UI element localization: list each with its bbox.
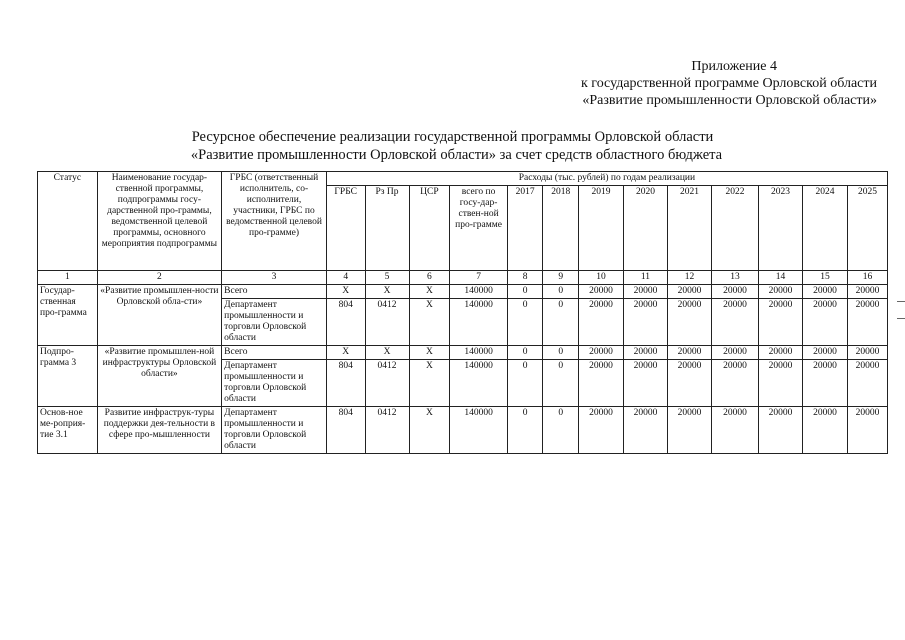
value-cell: 804 (326, 360, 365, 407)
grbs-cell: Департамент промышленности и торговли Орловской области (222, 407, 327, 454)
value-cell: 20000 (667, 407, 711, 454)
value-cell: X (409, 285, 450, 299)
title-line-2: «Развитие промышленности Орловской области» за счет средств областного бюджета (190, 147, 723, 163)
subheader-cell: всего по госу-дар-ствен-ной про-грамме (450, 186, 508, 271)
value-cell: 20000 (711, 346, 758, 360)
value-cell: 0 (507, 407, 543, 454)
value-cell: 20000 (847, 360, 887, 407)
value-cell: 0412 (365, 299, 409, 346)
grbs-cell: Департамент промышленности и торговли Орловской области (222, 299, 327, 346)
program-name-cell: «Развитие промышлен-ности Орловской обла-сти» (97, 285, 222, 346)
header-name: Наименование государ-ственной программы, подпрограммы госу-дарственной про-граммы, ведомственной целевой программы, основного мероприятия подпрограммы (97, 172, 222, 271)
value-cell: 20000 (667, 299, 711, 346)
subheader-cell: 2020 (624, 186, 668, 271)
document-title (0, 128, 905, 164)
table-row (38, 346, 888, 360)
status-cell: Государ-ственная про-грамма (38, 285, 98, 346)
column-number-cell: 2 (97, 271, 222, 285)
column-number-cell: 6 (409, 271, 450, 285)
value-cell: 20000 (579, 346, 624, 360)
value-cell: 20000 (802, 285, 847, 299)
value-cell: 804 (326, 299, 365, 346)
value-cell: 20000 (667, 346, 711, 360)
subheader-cell: 2021 (667, 186, 711, 271)
value-cell: 20000 (624, 299, 668, 346)
column-number-cell: 5 (365, 271, 409, 285)
column-number-cell: 4 (326, 271, 365, 285)
subheader-cell: ЦСР (409, 186, 450, 271)
subheader-cell: 2018 (543, 186, 579, 271)
value-cell: 0 (507, 346, 543, 360)
value-cell: 20000 (624, 285, 668, 299)
subheader-cell: 2017 (507, 186, 543, 271)
program-name-cell: Развитие инфраструк-туры поддержки дея-тельности в сфере про-мышленности (97, 407, 222, 454)
column-number-cell: 15 (802, 271, 847, 285)
value-cell: 0 (507, 285, 543, 299)
value-cell: 0 (543, 407, 579, 454)
value-cell: 0412 (365, 407, 409, 454)
subheader-cell: Рз Пр (365, 186, 409, 271)
header-expenses: Расходы (тыс. рублей) по годам реализации (326, 172, 887, 186)
grbs-cell: Всего (222, 285, 327, 299)
value-cell: 20000 (759, 360, 803, 407)
value-cell: 140000 (450, 285, 508, 299)
value-cell: X (409, 299, 450, 346)
value-cell: 20000 (667, 360, 711, 407)
value-cell: X (365, 285, 409, 299)
value-cell: 140000 (450, 407, 508, 454)
column-number-cell: 7 (450, 271, 508, 285)
value-cell: 0 (543, 299, 579, 346)
value-cell: 20000 (624, 346, 668, 360)
scan-mark (897, 318, 905, 319)
value-cell: 20000 (667, 285, 711, 299)
value-cell: 20000 (802, 407, 847, 454)
value-cell: 20000 (579, 299, 624, 346)
column-number-cell: 12 (667, 271, 711, 285)
value-cell: X (409, 360, 450, 407)
value-cell: 20000 (624, 407, 668, 454)
column-number-cell: 9 (543, 271, 579, 285)
column-number-cell: 16 (847, 271, 887, 285)
value-cell: 20000 (759, 299, 803, 346)
subheader-cell: ГРБС (326, 186, 365, 271)
value-cell: 804 (326, 407, 365, 454)
value-cell: 20000 (579, 360, 624, 407)
value-cell: 20000 (847, 346, 887, 360)
value-cell: 20000 (847, 285, 887, 299)
value-cell: 20000 (759, 407, 803, 454)
subheader-cell: 2025 (847, 186, 887, 271)
title-line-1: Ресурсное обеспечение реализации государственной программы Орловской области (191, 129, 714, 145)
value-cell: 20000 (847, 407, 887, 454)
header-row-1 (38, 172, 888, 186)
appendix-header (581, 58, 877, 109)
column-number-cell: 10 (579, 271, 624, 285)
value-cell: 0 (543, 360, 579, 407)
subheader-cell: 2019 (579, 186, 624, 271)
value-cell: 140000 (450, 360, 508, 407)
value-cell: 20000 (579, 285, 624, 299)
value-cell: 0 (507, 360, 543, 407)
value-cell: 140000 (450, 299, 508, 346)
table-row (38, 285, 888, 299)
subheader-cell: 2023 (759, 186, 803, 271)
header-grbs: ГРБС (ответственный исполнитель, со-исполнители, участники, ГРБС по ведомственной целевой про-грамме) (222, 172, 327, 271)
column-number-cell: 13 (711, 271, 758, 285)
status-cell: Подпро-грамма 3 (38, 346, 98, 407)
subheader-cell: 2024 (802, 186, 847, 271)
appendix-reference: к государственной программе Орловской области (581, 76, 877, 91)
column-number-cell: 8 (507, 271, 543, 285)
header-status: Статус (38, 172, 98, 271)
value-cell: X (326, 285, 365, 299)
status-cell: Основ-ное ме-роприя-тие 3.1 (38, 407, 98, 454)
column-number-cell: 11 (624, 271, 668, 285)
table-row (38, 407, 888, 454)
appendix-program-name: «Развитие промышленности Орловской области» (582, 93, 877, 108)
value-cell: 20000 (759, 346, 803, 360)
column-number-cell: 1 (38, 271, 98, 285)
value-cell: 20000 (802, 346, 847, 360)
scan-mark (897, 301, 905, 302)
grbs-cell: Департамент промышленности и торговли Орловской области (222, 360, 327, 407)
appendix-number: Приложение 4 (691, 59, 777, 74)
column-number-row (38, 271, 888, 285)
value-cell: 0 (507, 299, 543, 346)
grbs-cell: Всего (222, 346, 327, 360)
value-cell: 20000 (711, 299, 758, 346)
value-cell: X (409, 407, 450, 454)
value-cell: 0412 (365, 360, 409, 407)
value-cell: 20000 (579, 407, 624, 454)
value-cell: X (409, 346, 450, 360)
resource-table (37, 171, 888, 454)
value-cell: 20000 (711, 285, 758, 299)
value-cell: X (326, 346, 365, 360)
value-cell: 20000 (847, 299, 887, 346)
value-cell: 0 (543, 346, 579, 360)
value-cell: 20000 (711, 360, 758, 407)
value-cell: X (365, 346, 409, 360)
value-cell: 20000 (624, 360, 668, 407)
value-cell: 20000 (802, 360, 847, 407)
column-number-cell: 3 (222, 271, 327, 285)
value-cell: 20000 (802, 299, 847, 346)
value-cell: 140000 (450, 346, 508, 360)
column-number-cell: 14 (759, 271, 803, 285)
value-cell: 0 (543, 285, 579, 299)
value-cell: 20000 (711, 407, 758, 454)
program-name-cell: «Развитие промышлен-ной инфраструктуры Орловской области» (97, 346, 222, 407)
subheader-cell: 2022 (711, 186, 758, 271)
value-cell: 20000 (759, 285, 803, 299)
